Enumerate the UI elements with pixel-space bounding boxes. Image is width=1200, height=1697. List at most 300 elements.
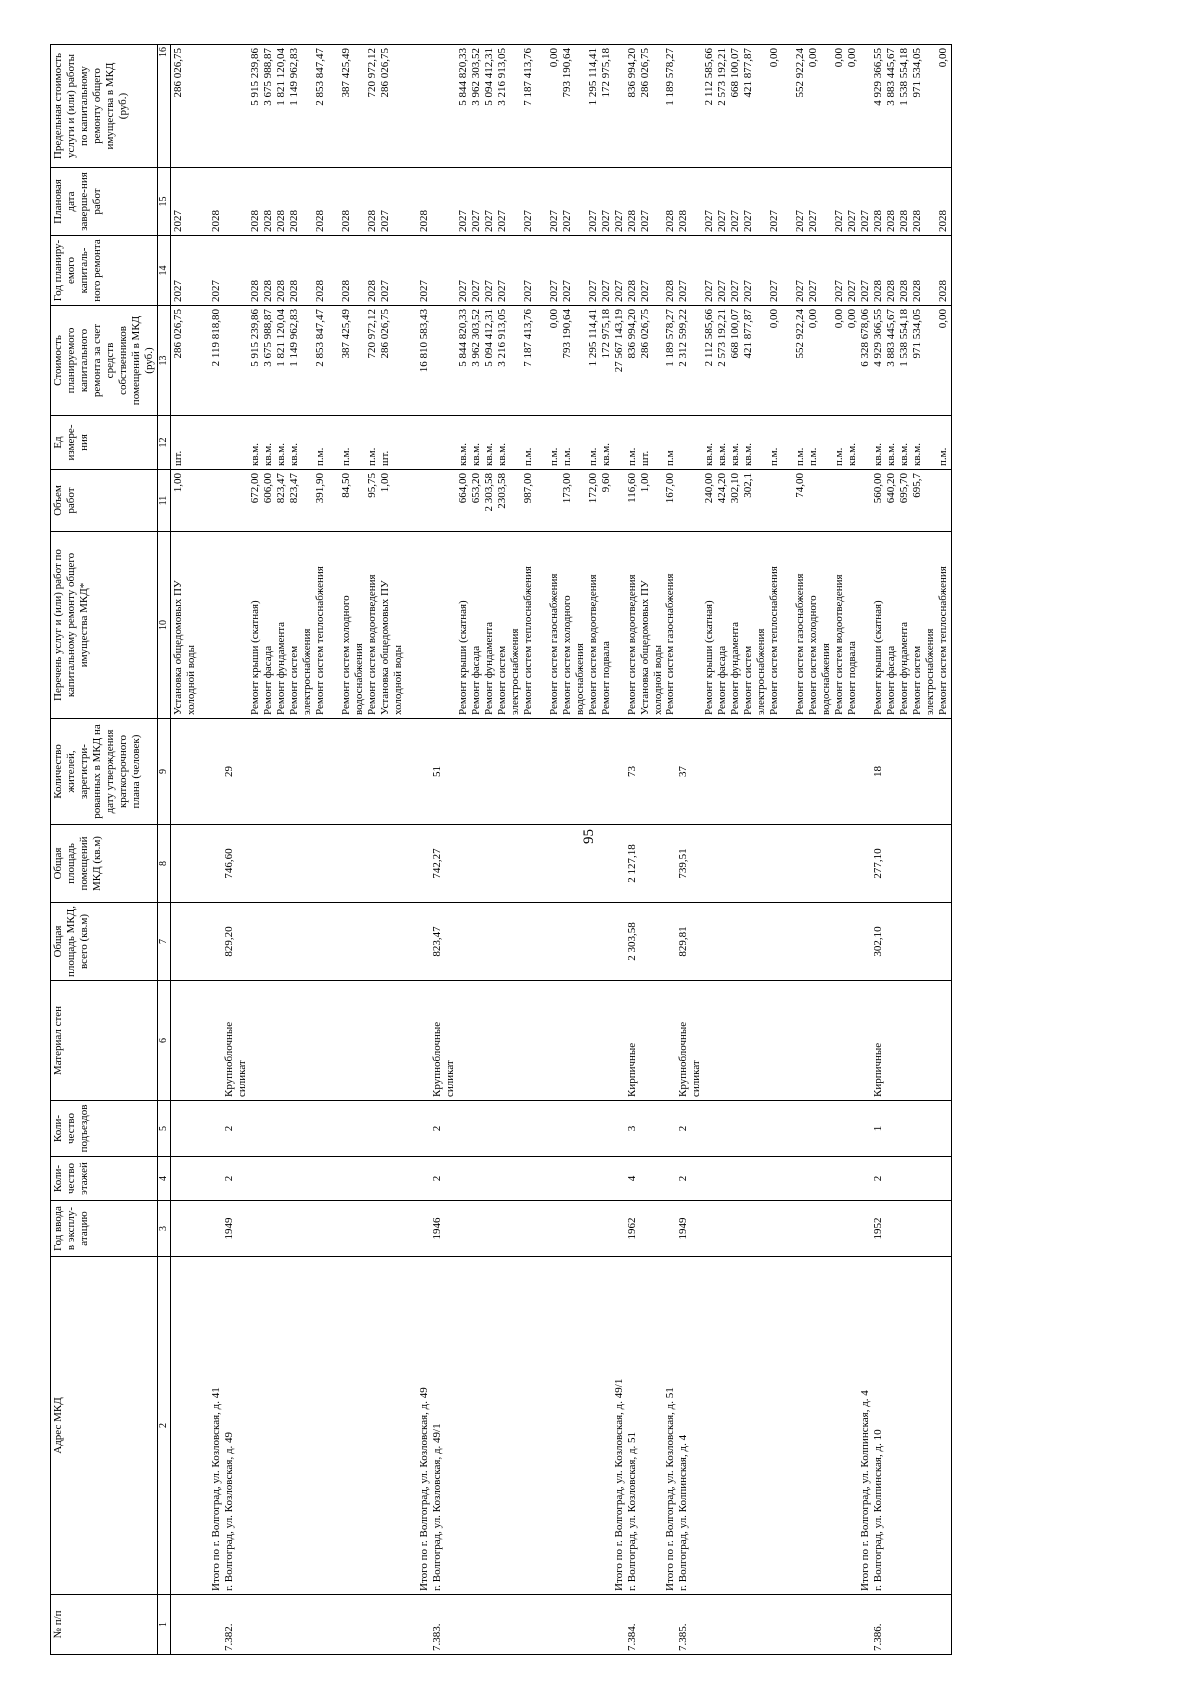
header-col-16: Предельная стоимость услуги и (или) работы по капитальному ремонту общего имущества в МКД (руб.) xyxy=(51,45,158,168)
unit: п.м. xyxy=(833,447,846,466)
cost: 971 534,05 xyxy=(910,309,923,359)
column-number-11: 11 xyxy=(157,470,170,532)
repair-year: 2027 xyxy=(638,280,651,302)
repair-year: 2027 xyxy=(560,280,573,302)
due-year: 2027 xyxy=(768,210,781,232)
unit: кв.м. xyxy=(495,443,508,466)
due-year: 2028 xyxy=(340,210,353,232)
due-year: 2028 xyxy=(275,210,288,232)
column-number-2: 2 xyxy=(157,1257,170,1595)
unit: кв.м. xyxy=(729,443,742,466)
cost: 4 929 366,55 xyxy=(872,309,885,367)
floors: 2 xyxy=(223,1175,236,1182)
residents-column xyxy=(170,719,951,825)
work-volume: 640,20 xyxy=(884,473,897,504)
column-number-7: 7 xyxy=(157,903,170,981)
residents: 18 xyxy=(872,766,885,777)
unit: шт. xyxy=(171,450,184,466)
work-item: электроснабжения xyxy=(508,628,521,715)
cost: 286 026,75 xyxy=(638,309,651,359)
work-item: Установка общедомовых ПУ xyxy=(379,580,392,715)
due-year: 2027 xyxy=(703,210,716,232)
due-year: 2028 xyxy=(936,210,949,232)
total-area: 823,47 xyxy=(431,926,444,957)
unit: п.м. xyxy=(768,447,781,466)
repair-year: 2027 xyxy=(742,280,755,302)
cost: 2 112 585,66 xyxy=(703,309,716,367)
repair-year: 2027 xyxy=(379,280,392,302)
header-col-12: Ед измере-ния xyxy=(51,416,158,470)
unit: кв.м. xyxy=(456,443,469,466)
work-volume: 74,00 xyxy=(794,473,807,498)
header-col-5: Коли-чество подъездов xyxy=(51,1101,158,1157)
repair-year: 2027 xyxy=(768,280,781,302)
repair-year: 2028 xyxy=(872,280,885,302)
work-volume: 2 303,58 xyxy=(482,473,495,512)
due-year: 2028 xyxy=(884,210,897,232)
work-volume: 302,1 xyxy=(742,473,755,498)
repair-year: 2027 xyxy=(456,280,469,302)
row-number: 7.384. xyxy=(625,1623,638,1651)
address: г. Волгоград, ул. Козловская, д. 49/1 xyxy=(431,1423,444,1591)
repair-year-column xyxy=(170,236,951,306)
address: г. Волгоград, ул. Козловская, д. 49 xyxy=(223,1431,236,1591)
cost-column xyxy=(170,306,951,416)
wall-material: силикат xyxy=(443,1060,456,1097)
limit-cost-column xyxy=(170,45,951,168)
due-year: 2027 xyxy=(846,210,859,232)
address: Итого по г. Волгоград, ул. Козловская, д. 51 xyxy=(664,1387,677,1591)
due-year: 2028 xyxy=(366,210,379,232)
unit: кв.м. xyxy=(872,443,885,466)
repair-year: 2028 xyxy=(664,280,677,302)
cost: 552 922,24 xyxy=(794,309,807,359)
due-year: 2027 xyxy=(742,210,755,232)
work-item: Ремонт систем xyxy=(742,645,755,715)
unit: кв.м. xyxy=(716,443,729,466)
repair-year: 2028 xyxy=(366,280,379,302)
column-number-15: 15 xyxy=(157,168,170,236)
header-col-13: Стоимость планируемого капитального ремонта за счет средств собственников помещений в МКД (руб.) xyxy=(51,306,158,416)
limit-cost: 668 100,07 xyxy=(729,48,742,98)
unit: п.м. xyxy=(547,447,560,466)
cost: 0,00 xyxy=(768,309,781,329)
work-volume: 664,00 xyxy=(456,473,469,504)
due-year: 2028 xyxy=(910,210,923,232)
limit-cost: 421 877,87 xyxy=(742,48,755,98)
due-year: 2027 xyxy=(638,210,651,232)
repair-year: 2027 xyxy=(418,280,431,302)
work-item: Ремонт систем xyxy=(910,645,923,715)
due-year: 2028 xyxy=(249,210,262,232)
due-year: 2027 xyxy=(807,210,820,232)
year-built: 1946 xyxy=(431,1217,444,1240)
work-item: Ремонт фасада xyxy=(716,645,729,715)
work-item: электроснабжения xyxy=(755,628,768,715)
repair-year: 2027 xyxy=(807,280,820,302)
work-item: электроснабжения xyxy=(301,628,314,715)
limit-cost: 1 149 962,83 xyxy=(288,48,301,106)
work-item: Ремонт фасада xyxy=(262,645,275,715)
cost: 2 573 192,21 xyxy=(716,309,729,367)
work-volume: 302,10 xyxy=(729,473,742,504)
work-volume: 672,00 xyxy=(249,473,262,504)
cost: 1 149 962,83 xyxy=(288,309,301,367)
work-item-column xyxy=(170,532,951,719)
limit-cost: 387 425,49 xyxy=(340,48,353,98)
unit: п.м. xyxy=(625,447,638,466)
header-col-10: Перечень услуг и (или) работ по капитальному ремонту общего имущества МКД* xyxy=(51,532,158,719)
row-number: 7.385. xyxy=(677,1623,690,1651)
living-area: 2 127,18 xyxy=(625,844,638,883)
limit-cost: 3 216 913,05 xyxy=(495,48,508,106)
due-year: 2028 xyxy=(664,210,677,232)
due-year: 2027 xyxy=(495,210,508,232)
limit-cost: 3 962 303,52 xyxy=(469,48,482,106)
header-col-6: Материал стен xyxy=(51,981,158,1101)
repair-year: 2027 xyxy=(495,280,508,302)
limit-cost: 5 094 412,31 xyxy=(482,48,495,106)
work-volume: 167,00 xyxy=(664,473,677,504)
limit-cost: 0,00 xyxy=(547,48,560,68)
column-number-9: 9 xyxy=(157,719,170,825)
due-year: 2027 xyxy=(794,210,807,232)
floors: 2 xyxy=(677,1175,690,1182)
limit-cost: 0,00 xyxy=(936,48,949,68)
repair-year: 2027 xyxy=(794,280,807,302)
repair-year: 2027 xyxy=(612,280,625,302)
header-row xyxy=(51,45,158,1655)
work-item: Ремонт систем xyxy=(288,645,301,715)
total-area: 829,20 xyxy=(223,926,236,957)
due-year: 2027 xyxy=(482,210,495,232)
unit: п.м. xyxy=(340,447,353,466)
living-area: 277,10 xyxy=(872,848,885,879)
total-area: 302,10 xyxy=(872,926,885,957)
due-year: 2027 xyxy=(586,210,599,232)
due-year: 2027 xyxy=(379,210,392,232)
work-item: Установка общедомовых ПУ xyxy=(171,580,184,715)
row-number: 7.382. xyxy=(223,1623,236,1651)
work-item: Ремонт фасада xyxy=(884,645,897,715)
entrances: 2 xyxy=(677,1125,690,1132)
work-item: Ремонт фасада xyxy=(469,645,482,715)
floors: 2 xyxy=(431,1175,444,1182)
cost: 3 216 913,05 xyxy=(495,309,508,367)
repair-year: 2027 xyxy=(716,280,729,302)
repair-year: 2027 xyxy=(586,280,599,302)
work-item: Ремонт крыши (скатная) xyxy=(872,600,885,715)
address-column xyxy=(170,1257,951,1595)
limit-cost: 286 026,75 xyxy=(638,48,651,98)
total-area: 829,81 xyxy=(677,926,690,957)
repair-year: 2027 xyxy=(703,280,716,302)
repair-year: 2028 xyxy=(936,280,949,302)
repair-year: 2027 xyxy=(846,280,859,302)
unit: кв.м. xyxy=(884,443,897,466)
work-item: Ремонт фундамента xyxy=(729,621,742,715)
header-col-1: № п/п xyxy=(51,1595,158,1655)
work-volume: 95,75 xyxy=(366,473,379,498)
column-number-1: 1 xyxy=(157,1595,170,1655)
floors: 2 xyxy=(872,1175,885,1182)
header-col-14: Год планиру-емого капиталь-ного ремонта xyxy=(51,236,158,306)
table-body-row xyxy=(170,45,951,1655)
entrances-column xyxy=(170,1101,951,1157)
limit-cost: 172 975,18 xyxy=(599,48,612,98)
wall-material: Крупноблочные xyxy=(223,1021,236,1097)
work-item: Ремонт крыши (скатная) xyxy=(703,600,716,715)
repair-year: 2027 xyxy=(729,280,742,302)
column-number-8: 8 xyxy=(157,825,170,903)
due-year: 2028 xyxy=(872,210,885,232)
due-year: 2027 xyxy=(599,210,612,232)
limit-cost: 793 190,64 xyxy=(560,48,573,98)
wall-material-column xyxy=(170,981,951,1101)
work-item: Ремонт систем водоотведения xyxy=(586,574,599,715)
floors-column xyxy=(170,1157,951,1201)
work-volume: 606,00 xyxy=(262,473,275,504)
repair-year: 2027 xyxy=(833,280,846,302)
work-item: водоснабжения xyxy=(573,643,586,715)
repair-year: 2028 xyxy=(625,280,638,302)
header-col-4: Коли-чество этажей xyxy=(51,1157,158,1201)
work-item: Ремонт систем газоснабжения xyxy=(664,573,677,715)
column-number-10: 10 xyxy=(157,532,170,719)
wall-material: Крупноблочные xyxy=(431,1021,444,1097)
cost: 0,00 xyxy=(807,309,820,329)
wall-material: Кирпичные xyxy=(872,1042,885,1097)
unit: п.м. xyxy=(807,447,820,466)
column-number-16: 16 xyxy=(157,45,170,168)
work-volume: 116,60 xyxy=(625,473,638,503)
repair-year: 2027 xyxy=(677,280,690,302)
unit: кв.м. xyxy=(599,443,612,466)
unit: п.м. xyxy=(314,447,327,466)
due-year: 2028 xyxy=(677,210,690,232)
work-item: Ремонт систем газоснабжения xyxy=(794,573,807,715)
due-year: 2027 xyxy=(469,210,482,232)
due-year: 2027 xyxy=(171,210,184,232)
due-year: 2028 xyxy=(625,210,638,232)
column-number-4: 4 xyxy=(157,1157,170,1201)
work-item: Ремонт подвала xyxy=(846,641,859,715)
unit: п.м xyxy=(664,450,677,466)
repair-year: 2027 xyxy=(521,280,534,302)
repair-year: 2028 xyxy=(340,280,353,302)
repair-year: 2028 xyxy=(897,280,910,302)
repair-year: 2028 xyxy=(275,280,288,302)
limit-cost: 1 538 554,18 xyxy=(897,48,910,106)
work-volume: 391,90 xyxy=(314,473,327,504)
total-area-column xyxy=(170,903,951,981)
total-area: 2 303,58 xyxy=(625,922,638,961)
repair-year: 2027 xyxy=(210,280,223,302)
unit: кв.м. xyxy=(482,443,495,466)
work-volume: 695,7 xyxy=(910,473,923,498)
address: г. Волгоград, ул. Козловская, д. 51 xyxy=(625,1431,638,1591)
limit-cost: 0,00 xyxy=(833,48,846,68)
residents: 73 xyxy=(625,766,638,777)
cost: 0,00 xyxy=(846,309,859,329)
entrances: 2 xyxy=(223,1125,236,1132)
row-number-column xyxy=(170,1595,951,1655)
unit: п.м. xyxy=(521,447,534,466)
work-item: Ремонт систем водоотведения xyxy=(625,574,638,715)
due-year: 2027 xyxy=(716,210,729,232)
due-year: 2027 xyxy=(521,210,534,232)
unit: шт. xyxy=(638,450,651,466)
unit: кв.м. xyxy=(262,443,275,466)
wall-material: Кирпичные xyxy=(625,1042,638,1097)
cost: 3 883 445,67 xyxy=(884,309,897,367)
cost: 16 810 583,43 xyxy=(418,309,431,373)
year-built: 1949 xyxy=(223,1217,236,1240)
year-built: 1962 xyxy=(625,1217,638,1240)
limit-cost: 552 922,24 xyxy=(794,48,807,98)
living-area: 742,27 xyxy=(431,848,444,879)
limit-cost: 286 026,75 xyxy=(379,48,392,98)
work-item: Ремонт систем водоотведения xyxy=(366,574,379,715)
limit-cost: 1 189 578,27 xyxy=(664,48,677,106)
work-item: Ремонт фундамента xyxy=(482,621,495,715)
repair-year: 2027 xyxy=(171,280,184,302)
page-number: 95 xyxy=(581,829,597,844)
unit: кв.м. xyxy=(910,443,923,466)
due-year: 2028 xyxy=(897,210,910,232)
cost: 387 425,49 xyxy=(340,309,353,359)
work-volume: 240,00 xyxy=(703,473,716,504)
cost: 1 295 114,41 xyxy=(586,309,599,367)
cost: 2 119 818,80 xyxy=(210,309,223,367)
due-year-column xyxy=(170,168,951,236)
limit-cost: 0,00 xyxy=(768,48,781,68)
due-year: 2027 xyxy=(729,210,742,232)
cost: 720 972,12 xyxy=(366,309,379,359)
floors: 4 xyxy=(625,1175,638,1182)
repair-year: 2028 xyxy=(884,280,897,302)
due-year: 2027 xyxy=(612,210,625,232)
limit-cost: 971 534,05 xyxy=(910,48,923,98)
header-col-15: Плановая дата заверше-ния работ xyxy=(51,168,158,236)
unit: п.м. xyxy=(936,447,949,466)
header-col-3: Год ввода в эксплу-атацию xyxy=(51,1201,158,1257)
address: Итого по г. Волгоград, ул. Козловская, д. 41 xyxy=(210,1387,223,1591)
work-item: Установка общедомовых ПУ xyxy=(638,580,651,715)
unit: кв.м. xyxy=(703,443,716,466)
work-item: водоснабжения xyxy=(820,643,833,715)
wall-material: силикат xyxy=(236,1060,249,1097)
due-year: 2027 xyxy=(560,210,573,232)
cost: 1 821 120,04 xyxy=(275,309,288,367)
cost: 1 538 554,18 xyxy=(897,309,910,367)
column-number-row xyxy=(157,45,170,1655)
unit-column xyxy=(170,416,951,470)
cost: 2 312 599,22 xyxy=(677,309,690,367)
work-volume: 173,00 xyxy=(560,473,573,504)
cost: 421 877,87 xyxy=(742,309,755,359)
limit-cost: 7 187 413,76 xyxy=(521,48,534,106)
unit: кв.м. xyxy=(742,443,755,466)
work-item: Ремонт систем холодного xyxy=(340,595,353,715)
due-year: 2028 xyxy=(262,210,275,232)
work-volume: 695,70 xyxy=(897,473,910,504)
cost: 0,00 xyxy=(936,309,949,329)
column-number-14: 14 xyxy=(157,236,170,306)
cost: 2 853 847,47 xyxy=(314,309,327,367)
header-col-8: Общая площадь помещений МКД (кв.м) xyxy=(51,825,158,903)
due-year: 2028 xyxy=(288,210,301,232)
cost: 172 975,18 xyxy=(599,309,612,359)
work-item: Ремонт подвала xyxy=(599,641,612,715)
entrances: 1 xyxy=(872,1125,885,1132)
cost: 668 100,07 xyxy=(729,309,742,359)
column-number-6: 6 xyxy=(157,981,170,1101)
year-built: 1952 xyxy=(872,1217,885,1240)
unit: п.м. xyxy=(586,447,599,466)
limit-cost: 2 853 847,47 xyxy=(314,48,327,106)
work-volume: 424,20 xyxy=(716,473,729,504)
repair-year: 2027 xyxy=(547,280,560,302)
work-volume: 2303,58 xyxy=(495,473,508,509)
unit: п.м. xyxy=(366,447,379,466)
work-volume: 1,00 xyxy=(171,473,184,493)
repair-year: 2028 xyxy=(314,280,327,302)
column-number-12: 12 xyxy=(157,416,170,470)
limit-cost: 836 994,20 xyxy=(625,48,638,98)
work-item: Ремонт систем газоснабжения xyxy=(547,573,560,715)
limit-cost: 5 915 239,86 xyxy=(249,48,262,106)
cost: 0,00 xyxy=(833,309,846,329)
work-volume: 653,20 xyxy=(469,473,482,504)
work-volume: 84,50 xyxy=(340,473,353,498)
address: г. Волгоград, ул. Колпинская, д. 10 xyxy=(872,1429,885,1591)
work-item: холодной воды xyxy=(651,644,664,715)
wall-material: Крупноблочные xyxy=(677,1021,690,1097)
limit-cost: 4 929 366,55 xyxy=(872,48,885,106)
cost: 7 187 413,76 xyxy=(521,309,534,367)
repair-year: 2027 xyxy=(482,280,495,302)
unit: п.м. xyxy=(560,447,573,466)
row-number: 7.383. xyxy=(431,1623,444,1651)
header-col-7: Общая площадь МКД, всего (кв.м) xyxy=(51,903,158,981)
column-number-5: 5 xyxy=(157,1101,170,1157)
unit: шт. xyxy=(379,450,392,466)
due-year: 2027 xyxy=(859,210,872,232)
header-col-2: Адрес МКД xyxy=(51,1257,158,1595)
limit-cost: 2 112 585,66 xyxy=(703,48,716,106)
cost: 286 026,75 xyxy=(171,309,184,359)
cost: 5 094 412,31 xyxy=(482,309,495,367)
limit-cost: 5 844 820,33 xyxy=(456,48,469,106)
cost: 3 675 988,87 xyxy=(262,309,275,367)
address: г. Волгоград, ул. Колпинская, д. 4 xyxy=(677,1434,690,1591)
work-item: водоснабжения xyxy=(353,643,366,715)
work-item: Ремонт фундамента xyxy=(275,621,288,715)
address: Итого по г. Волгоград, ул. Колпинская, д. 4 xyxy=(859,1390,872,1591)
due-year: 2028 xyxy=(210,210,223,232)
due-year: 2028 xyxy=(418,210,431,232)
work-item: Ремонт систем водоотведения xyxy=(833,574,846,715)
due-year: 2027 xyxy=(833,210,846,232)
limit-cost: 2 573 192,21 xyxy=(716,48,729,106)
year-built-column xyxy=(170,1201,951,1257)
unit: кв.м. xyxy=(846,443,859,466)
limit-cost: 0,00 xyxy=(846,48,859,68)
cost: 286 026,75 xyxy=(379,309,392,359)
table-body xyxy=(170,45,951,1655)
repair-year: 2027 xyxy=(599,280,612,302)
